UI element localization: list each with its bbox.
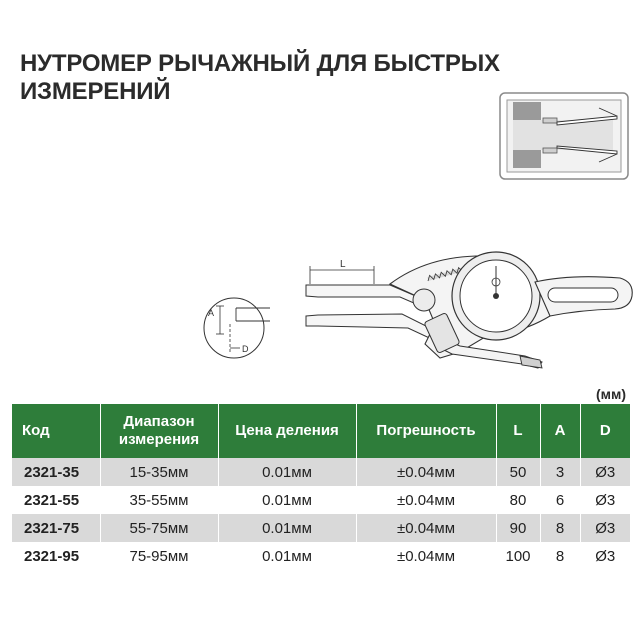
cell-division: 0.01мм xyxy=(218,458,356,486)
label-d: D xyxy=(242,344,249,354)
cell-division: 0.01мм xyxy=(218,486,356,514)
cell-range: 55-75мм xyxy=(100,514,218,542)
cell-a: 8 xyxy=(540,542,580,570)
table-row xyxy=(12,542,630,570)
cell-l: 80 xyxy=(496,486,540,514)
dial-icon xyxy=(452,252,540,340)
bore-measurement-illustration xyxy=(499,92,629,180)
table-header-row xyxy=(12,404,630,458)
header-error: Погрешность xyxy=(356,404,496,458)
page-title xyxy=(20,50,580,106)
header-code: Код xyxy=(12,404,100,458)
cell-d: Ø3 xyxy=(580,542,630,570)
cell-d: Ø3 xyxy=(580,514,630,542)
spec-table xyxy=(12,404,630,570)
cell-error: ±0.04мм xyxy=(356,486,496,514)
title-line-1: НУТРОМЕР РЫЧАЖНЫЙ ДЛЯ БЫСТРЫХ xyxy=(20,50,500,77)
title-line-2: ИЗМЕРЕНИЙ xyxy=(20,78,171,105)
cell-error: ±0.04мм xyxy=(356,542,496,570)
cell-code: 2321-95 xyxy=(12,542,100,570)
header-a: A xyxy=(540,404,580,458)
header-division: Цена деления xyxy=(218,404,356,458)
cell-d: Ø3 xyxy=(580,458,630,486)
cell-error: ±0.04мм xyxy=(356,514,496,542)
cell-error: ±0.04мм xyxy=(356,458,496,486)
header-range-line2: измерения xyxy=(118,431,200,448)
bore-gauge-drawing xyxy=(190,234,640,384)
cell-range: 15-35мм xyxy=(100,458,218,486)
cell-a: 3 xyxy=(540,458,580,486)
cell-range: 35-55мм xyxy=(100,486,218,514)
units-label: (мм) xyxy=(595,386,626,402)
dimension-l-marker xyxy=(310,259,374,284)
cell-l: 100 xyxy=(496,542,540,570)
cell-division: 0.01мм xyxy=(218,514,356,542)
cell-range: 75-95мм xyxy=(100,542,218,570)
label-a: A xyxy=(208,308,215,318)
cell-code: 2321-35 xyxy=(12,458,100,486)
cell-code: 2321-75 xyxy=(12,514,100,542)
cell-l: 50 xyxy=(496,458,540,486)
cell-a: 8 xyxy=(540,514,580,542)
tip-detail-zoom xyxy=(204,298,270,358)
cell-l: 90 xyxy=(496,514,540,542)
header-range-line1: Диапазон xyxy=(123,413,195,430)
table-row xyxy=(12,514,630,542)
header-d: D xyxy=(580,404,630,458)
table-row xyxy=(12,458,630,486)
cell-division: 0.01мм xyxy=(218,542,356,570)
header-l: L xyxy=(496,404,540,458)
table-row xyxy=(12,486,630,514)
cell-d: Ø3 xyxy=(580,486,630,514)
label-l: L xyxy=(340,259,346,270)
header-range xyxy=(100,404,218,458)
cell-a: 6 xyxy=(540,486,580,514)
cell-code: 2321-55 xyxy=(12,486,100,514)
